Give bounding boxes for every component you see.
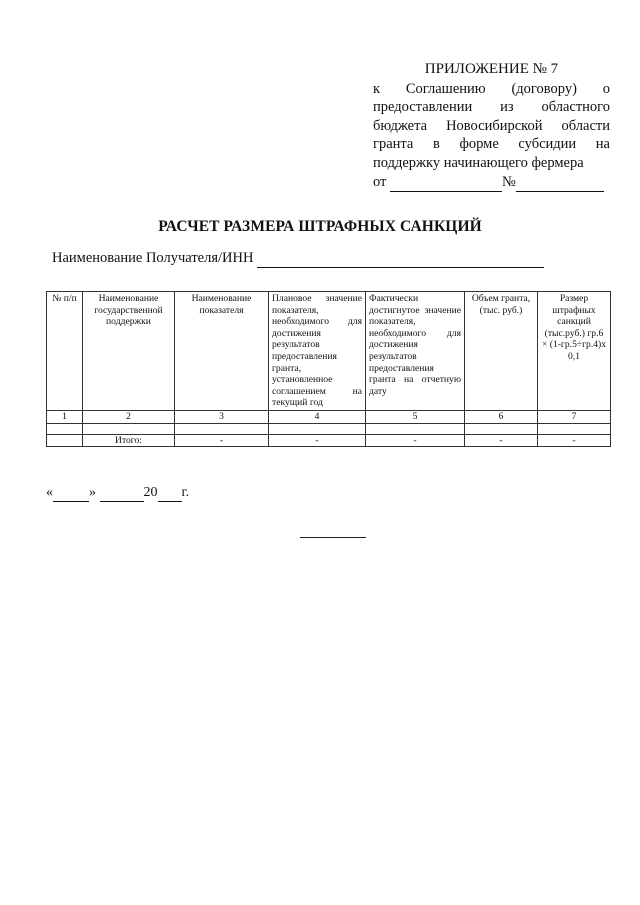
- total-value: -: [269, 434, 366, 447]
- total-value: -: [538, 434, 611, 447]
- header-indicator-name: Наименование показателя: [175, 292, 269, 411]
- appendix-line-4: гранта в форме субсидии на: [373, 136, 610, 153]
- date-close-quote: »: [89, 485, 96, 500]
- empty-cell: [366, 423, 465, 434]
- total-value: -: [175, 434, 269, 447]
- table-header-row: [47, 292, 611, 411]
- appendix-number-blank: [516, 173, 604, 193]
- header-support-name: Наименование государственной поддержки: [83, 292, 175, 411]
- appendix-date-prefix: от: [373, 173, 387, 190]
- appendix-number-sign: №: [502, 173, 516, 190]
- date-line: [46, 485, 189, 502]
- empty-cell: [47, 423, 83, 434]
- recipient-line: [52, 250, 544, 268]
- total-row: [47, 434, 611, 447]
- appendix-line-1: к Соглашению (договору) о: [373, 80, 610, 97]
- header-grant-amount: Объем гранта, (тыс. руб.): [465, 292, 538, 411]
- sanctions-table: [46, 291, 611, 447]
- header-actual-value: Фактически достигнутое значение показателя, необходимого для достижения результатов предоставления гранта на отчетную дату: [366, 292, 465, 411]
- appendix-line-3: бюджета Новосибирской области: [373, 117, 610, 134]
- column-number: 6: [465, 410, 538, 423]
- recipient-label: Наименование Получателя/ИНН: [52, 250, 254, 266]
- appendix-line-2: предоставлении из областного: [373, 99, 610, 116]
- table-row-empty: [47, 423, 611, 434]
- header-number: № п/п: [47, 292, 83, 411]
- document-title: РАСЧЕТ РАЗМЕРА ШТРАФНЫХ САНКЦИЙ: [158, 218, 482, 235]
- day-blank: [53, 485, 89, 502]
- column-number: 1: [47, 410, 83, 423]
- appendix-line-5: поддержку начинающего фермера: [373, 154, 584, 171]
- recipient-blank: [257, 250, 544, 268]
- column-number: 5: [366, 410, 465, 423]
- year-suffix: г.: [181, 485, 190, 500]
- header-planned-value: Плановое значение показателя, необходимого для достижения результатов предоставления гранта, установленное соглашением на текущий год: [269, 292, 366, 411]
- column-number-row: [47, 410, 611, 423]
- appendix-date-line: [373, 173, 610, 193]
- empty-cell: [83, 423, 175, 434]
- column-number: 2: [83, 410, 175, 423]
- header-sanction-amount: Размер штрафных санкций (тыс.руб.) гр.6 × (1-гр.5÷гр.4)х 0,1: [538, 292, 611, 411]
- empty-cell: [47, 434, 83, 447]
- appendix-date-blank: [390, 173, 502, 193]
- total-label: Итого:: [83, 434, 175, 447]
- empty-cell: [175, 423, 269, 434]
- month-blank: [100, 485, 144, 502]
- year-prefix: 20: [143, 485, 158, 500]
- total-value: -: [465, 434, 538, 447]
- date-open-quote: «: [46, 485, 53, 500]
- year-blank: [158, 485, 182, 502]
- empty-cell: [269, 423, 366, 434]
- empty-cell: [538, 423, 611, 434]
- appendix-block: [373, 60, 610, 192]
- column-number: 7: [538, 410, 611, 423]
- empty-cell: [465, 423, 538, 434]
- column-number: 4: [269, 410, 366, 423]
- signature-line: [300, 537, 366, 538]
- appendix-title: ПРИЛОЖЕНИЕ № 7: [424, 61, 559, 77]
- column-number: 3: [175, 410, 269, 423]
- total-value: -: [366, 434, 465, 447]
